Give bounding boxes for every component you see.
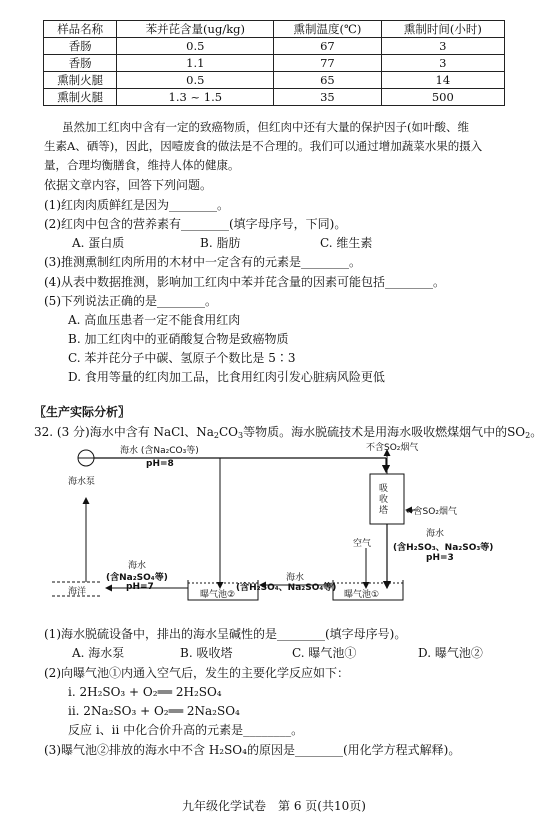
table-cell: 1.1 [117, 55, 274, 72]
flow-label: (含Na₂SO₄等) [106, 573, 168, 583]
stem-text: 等物质。海水脱硫技术是用海水吸收燃煤烟气中的SO [243, 425, 526, 439]
pump-label: 海水泵 [68, 477, 96, 487]
table-cell: 77 [274, 55, 381, 72]
desulfurization-diagram [48, 440, 508, 615]
flow-label: 海水 [426, 529, 445, 539]
table-cell: 香肠 [44, 38, 117, 55]
flow-label: pH=7 [126, 582, 154, 592]
question-1: (1)红肉肉质鲜红是因为________。 [44, 198, 229, 212]
pool2-label: 曝气池② [200, 590, 236, 600]
flow-label: 海水 [286, 573, 305, 583]
flow-label: 海水 [128, 561, 147, 571]
table-cell: 0.5 [117, 38, 274, 55]
reaction-ii: ii. 2Na₂SO₃ + O₂══ 2Na₂SO₄ [68, 704, 240, 718]
table-row [44, 89, 505, 106]
table-cell: 熏制火腿 [44, 89, 117, 106]
flow-label: pH=3 [426, 553, 454, 563]
question-3: (3)推测熏制红肉所用的木材中一定含有的元素是________。 [44, 255, 361, 269]
option-b: B. 脂肪 [200, 236, 241, 250]
subquestion-2: (2)向曝气池①内通入空气后，发生的主要化学反应如下： [44, 666, 350, 680]
outlet-label: 不含SO₂烟气 [366, 443, 419, 453]
subquestion-3: (3)曝气池②排放的海水中不含 H₂SO₄的原因是________(用化学方程式解释)。 [44, 743, 461, 757]
table-cell: 65 [274, 72, 381, 89]
air-label: 空气 [353, 539, 372, 549]
header-cell: 熏制时间(小时) [381, 21, 504, 38]
table-header-row [44, 21, 505, 38]
paragraph-line: 量，合理均衡膳食，维持人体的健康。 [44, 158, 240, 172]
section-heading: 〖生产实际分析〗 [34, 405, 131, 419]
stem-text: 。 [530, 425, 543, 439]
option-c: C. 苯并芘分子中碳、氢原子个数比是 5∶3 [68, 351, 296, 365]
subquestion-1: (1)海水脱硫设备中，排出的海水呈碱性的是________(填字母序号)。 [44, 627, 407, 641]
table-cell: 1.3 ~ 1.5 [117, 89, 274, 106]
table-row [44, 72, 505, 89]
question-2: (2)红肉中包含的营养素有________(填字母序号，下同)。 [44, 217, 347, 231]
paragraph-line: 生素A、硒等)，因此，因噎废食的做法是不合理的。我们可以通过增加蔬菜水果的摄入 [44, 139, 483, 153]
instruction-line: 依据文章内容，回答下列问题。 [44, 178, 213, 192]
option-a: A. 蛋白质 [72, 236, 125, 250]
option-b: B. 吸收塔 [180, 646, 233, 660]
table-cell: 35 [274, 89, 381, 106]
reaction-i: i. 2H₂SO₃ + O₂══ 2H₂SO₄ [68, 685, 222, 699]
question-5: (5)下列说法正确的是________。 [44, 294, 217, 308]
table-row [44, 55, 505, 72]
inlet-label: ←含SO₂烟气 [406, 507, 457, 517]
option-d: D. 曝气池② [418, 646, 483, 660]
paragraph-line: 虽然加工红肉中含有一定的致癌物质，但红肉中还有大量的保护因子(如叶酸、维 [62, 120, 469, 134]
absorber-label: 吸收塔 [379, 484, 389, 516]
header-cell: 样品名称 [44, 21, 117, 38]
table-row [44, 38, 505, 55]
page-footer: 九年级化学试卷 第 6 页(共10页) [182, 799, 366, 813]
option-d: D. 食用等量的红肉加工品，比食用红肉引发心脏病风险更低 [68, 370, 385, 384]
stem-text: 32. (3 分)海水中含有 NaCl、Na [34, 425, 214, 439]
table-cell: 3 [381, 55, 504, 72]
option-c: C. 曝气池① [292, 646, 357, 660]
flow-label: (含H₂SO₃、Na₂SO₃等) [393, 543, 494, 553]
flow-label: (含H₂SO₄、Na₂SO₄等) [236, 583, 337, 593]
table-cell: 67 [274, 38, 381, 55]
header-cell: 苯并芘含量(ug/kg) [117, 21, 274, 38]
header-cell: 熏制温度(℃) [274, 21, 381, 38]
option-b: B. 加工红肉中的亚硝酸复合物是致癌物质 [68, 332, 289, 346]
question-32-stem: 32. (3 分)海水中含有 NaCl、$Na_2CO_3$等物质。海水脱硫技术是用海水吸收燃煤烟气中的$SO_2$。 [34, 425, 543, 440]
table-cell: 0.5 [117, 72, 274, 89]
option-a: A. 高血压患者一定不能食用红肉 [68, 313, 241, 327]
table-cell: 熏制火腿 [44, 72, 117, 89]
table-cell: 14 [381, 72, 504, 89]
flow-label: pH=8 [146, 459, 174, 469]
ocean-label: 海洋 [68, 587, 87, 597]
data-table [43, 20, 505, 106]
table-cell: 500 [381, 89, 504, 106]
option-c: C. 维生素 [320, 236, 373, 250]
subquestion-2-ask: 反应 i、ii 中化合价升高的元素是________。 [68, 723, 304, 737]
option-a: A. 海水泵 [72, 646, 125, 660]
table-cell: 香肠 [44, 55, 117, 72]
stem-text: CO [218, 425, 238, 439]
table-cell: 3 [381, 38, 504, 55]
flow-label: 海水 (含Na₂CO₃等) [120, 446, 199, 456]
question-4: (4)从表中数据推测，影响加工红肉中苯并芘含量的因素可能包括________。 [44, 275, 446, 289]
pool1-label: 曝气池① [344, 590, 380, 600]
